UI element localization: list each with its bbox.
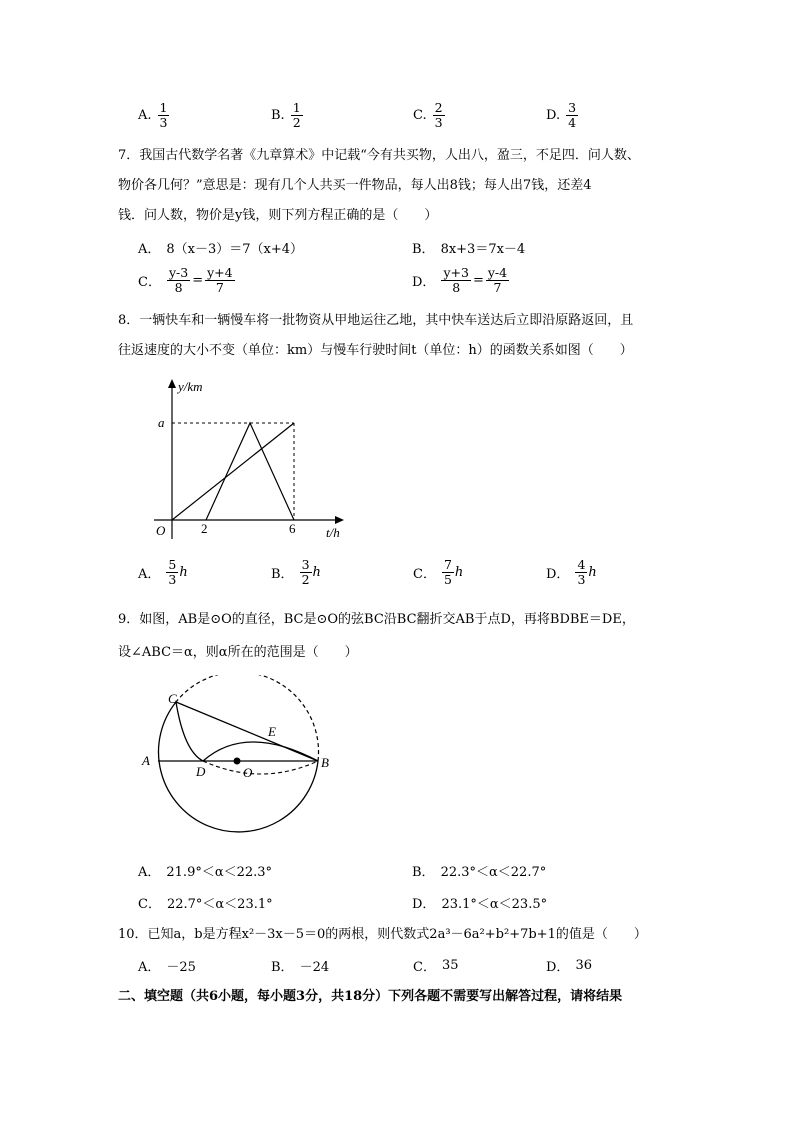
q9-option-a xyxy=(138,861,272,880)
dashed-arc-db xyxy=(203,761,318,774)
fraction xyxy=(441,266,471,295)
denominator: 8 xyxy=(174,280,183,295)
q10-option-a xyxy=(138,956,196,975)
option-label: C. xyxy=(413,108,427,123)
numerator: y-3 xyxy=(168,265,189,280)
q8-line-2: 往返速度的大小不变（单位：km）与慢车行驶时间t（单位：h）的函数关系如图（ ） xyxy=(118,343,633,358)
fraction xyxy=(300,558,312,587)
tick-label-6: 6 xyxy=(289,521,296,536)
point-label-b: B xyxy=(321,755,329,770)
option-text: 8（x－3）＝7（x+4） xyxy=(166,242,304,257)
q9-line-1: 9．如图，AB是⊙O的直径，BC是⊙O的弦BC沿BC翻折交AB于点D，再将BDBE＝DE， xyxy=(118,612,635,627)
option-text: －24 xyxy=(299,960,330,975)
option-text: －25 xyxy=(166,960,196,975)
numerator: 1 xyxy=(159,100,168,115)
numerator: y+3 xyxy=(443,265,469,280)
q10-line-1: 10．已知a，b是方程x²－3x－5＝0的两根，则代数式2a³－6a²+b²+7b+1的值是（ ） xyxy=(118,927,647,942)
option-label: C． xyxy=(413,567,436,582)
option-text: 21.9°＜α＜22.3° xyxy=(166,865,273,880)
point-label-c: C xyxy=(168,691,177,706)
option-label: B． xyxy=(271,960,294,975)
q8-line-1: 8．一辆快车和一辆慢车将一批物资从甲地运往乙地，其中快车送达后立即沿原路返回，且 xyxy=(118,313,634,328)
q10-option-b xyxy=(271,956,329,975)
q8-distance-time-graph xyxy=(140,375,360,545)
q6-option-a xyxy=(138,101,169,130)
numerator: 4 xyxy=(577,557,586,572)
denominator: 2 xyxy=(292,115,301,130)
denominator: 8 xyxy=(452,280,461,295)
fraction xyxy=(566,101,578,130)
q7-option-a xyxy=(138,238,303,257)
chord-cb xyxy=(176,702,318,761)
option-text: 8x+3＝7x－4 xyxy=(440,242,526,257)
option-label: C． xyxy=(413,960,436,975)
fraction xyxy=(205,266,235,295)
option-label: D. xyxy=(546,108,561,123)
option-text: 22.3°＜α＜22.7° xyxy=(440,865,547,880)
y-axis-arrow xyxy=(168,379,176,388)
q7-line-3: 钱．问人数，物价是y钱，则下列方程正确的是（ ） xyxy=(118,208,438,223)
q6-option-c xyxy=(413,101,445,130)
tick-label-2: 2 xyxy=(201,521,208,536)
numerator: 3 xyxy=(301,557,310,572)
x-axis-arrow xyxy=(335,516,344,524)
option-label: B． xyxy=(271,567,294,582)
option-text: 23.1°＜α＜23.5° xyxy=(441,897,548,912)
tick-label-a: a xyxy=(158,415,165,430)
denominator: 3 xyxy=(168,572,177,587)
numerator: y+4 xyxy=(207,265,233,280)
q8-option-b xyxy=(271,558,321,587)
q8-option-d xyxy=(546,558,597,587)
q9-option-c xyxy=(138,893,273,912)
option-label: C． xyxy=(138,275,161,290)
unit: h xyxy=(312,565,321,580)
option-label: D． xyxy=(412,275,436,290)
option-label: A． xyxy=(138,242,161,257)
unit: h xyxy=(454,565,464,580)
option-label: B． xyxy=(412,242,435,257)
unit: h xyxy=(179,565,188,580)
q8-option-a xyxy=(138,558,188,587)
y-axis-label: y/km xyxy=(178,379,203,394)
fraction xyxy=(166,558,178,587)
option-label: A． xyxy=(138,960,161,975)
fraction xyxy=(291,101,303,130)
denominator: 3 xyxy=(159,115,168,130)
numerator: 5 xyxy=(168,557,177,572)
numerator: 7 xyxy=(443,557,452,572)
option-label: B. xyxy=(271,108,285,123)
point-label-e: E xyxy=(268,724,276,739)
denominator: 7 xyxy=(215,280,224,295)
q7-line-2: 物价各几何？”意思是：现有几个人共买一件物品，每人出8钱；每人出7钱，还差4 xyxy=(118,178,592,193)
equals-sign: = xyxy=(192,273,204,288)
point-label-o: O xyxy=(243,765,253,780)
x-axis-label: t/h xyxy=(326,525,340,540)
fraction xyxy=(442,558,454,587)
denominator: 4 xyxy=(568,115,577,130)
option-label: C． xyxy=(138,897,161,912)
q9-option-b xyxy=(412,861,546,880)
q9-option-d xyxy=(412,893,547,912)
numerator: 3 xyxy=(568,100,577,115)
slow-car-line xyxy=(172,423,294,520)
unit: h xyxy=(588,565,597,580)
fast-car-line xyxy=(206,423,294,520)
point-label-d: D xyxy=(196,764,206,779)
circle-dashed-arc xyxy=(176,675,319,761)
option-text: 36 xyxy=(575,958,592,973)
q6-option-d xyxy=(546,101,578,130)
q7-option-d xyxy=(412,266,509,295)
q10-option-c xyxy=(413,956,459,975)
q8-option-c xyxy=(413,558,463,587)
section-2-heading: 二、填空题（共6小题，每小题3分，共18分）下列各题不需要写出解答过程，请将结果 xyxy=(118,989,623,1004)
fraction xyxy=(575,558,587,587)
numerator: y-4 xyxy=(487,265,508,280)
center-point-o xyxy=(234,758,241,765)
denominator: 7 xyxy=(493,280,502,295)
q7-option-c xyxy=(138,266,235,295)
denominator: 3 xyxy=(434,115,443,130)
numerator: 2 xyxy=(434,100,443,115)
q6-option-b xyxy=(271,101,303,130)
denominator: 5 xyxy=(443,572,452,587)
fraction xyxy=(167,266,190,295)
q10-option-d xyxy=(546,956,592,975)
option-label: A． xyxy=(138,865,161,880)
option-text: 35 xyxy=(441,958,459,973)
option-label: D． xyxy=(546,960,570,975)
q7-line-1: 7．我国古代数学名著《九章算术》中记载“今有共买物，人出八，盈三，不足四．问人数、 xyxy=(118,148,640,163)
numerator: 1 xyxy=(292,100,301,115)
q9-line-2: 设∠ABC＝α，则α所在的范围是（ ） xyxy=(118,645,358,660)
fraction xyxy=(486,266,509,295)
option-label: D． xyxy=(546,567,570,582)
option-label: A． xyxy=(138,567,161,582)
q9-circle-figure xyxy=(136,675,346,865)
option-text: 22.7°＜α＜23.1° xyxy=(166,897,273,912)
circle-solid-arc xyxy=(159,702,318,832)
denominator: 2 xyxy=(301,572,310,587)
option-label: A. xyxy=(138,108,152,123)
q7-option-b xyxy=(412,238,525,257)
option-label: B． xyxy=(412,865,435,880)
fraction xyxy=(158,101,170,130)
folded-arc-deb xyxy=(203,742,318,761)
denominator: 3 xyxy=(577,572,586,587)
option-label: D． xyxy=(412,897,436,912)
equals-sign: = xyxy=(472,273,484,288)
origin-label: O xyxy=(156,523,166,538)
point-label-a: A xyxy=(142,753,150,768)
fraction xyxy=(433,101,445,130)
